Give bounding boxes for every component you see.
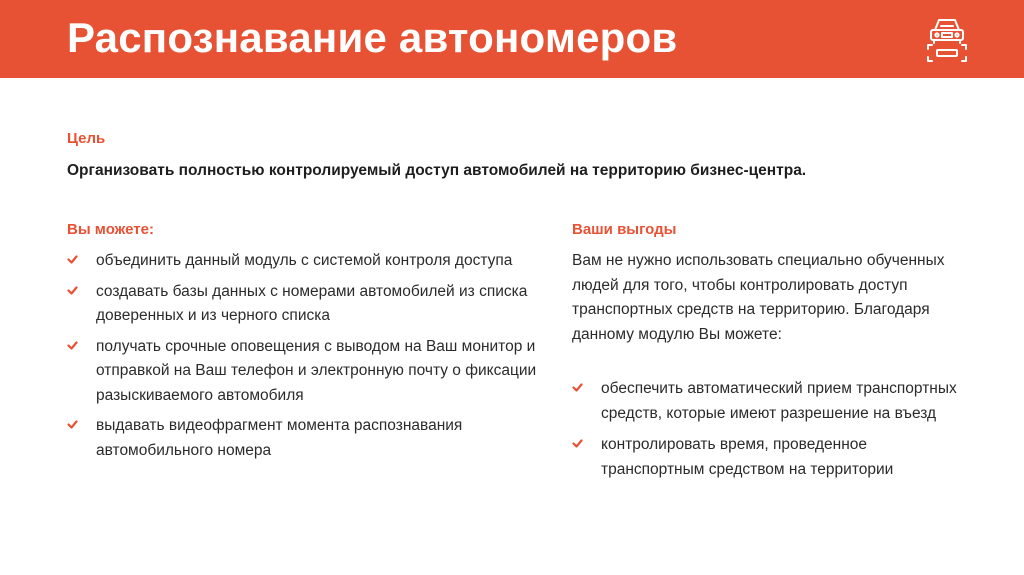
list-item (67, 249, 537, 274)
check-icon (572, 438, 583, 449)
list-item-text: контролировать время, проведенное транспортным средством на территории (601, 436, 894, 478)
you-can-heading: Вы можете: (67, 221, 154, 238)
check-icon (67, 340, 78, 351)
list-item (67, 280, 537, 329)
page-title: Распознавание автономеров (67, 14, 678, 61)
list-item-text: выдавать видеофрагмент момента распознавания автомобильного номера (96, 417, 463, 459)
goal-label: Цель (67, 130, 106, 147)
benefits-heading: Ваши выгоды (572, 221, 677, 238)
list-item-text: объединить данный модуль с системой контроля доступа (96, 252, 513, 269)
you-can-list (67, 249, 537, 469)
benefits-list (572, 377, 972, 489)
list-item (572, 377, 972, 426)
list-item-text: обеспечить автоматический прием транспортных средств, которые имеют разрешение на въезд (601, 380, 957, 422)
list-item-text: получать срочные оповещения с выводом на Ваш монитор и отправкой на Ваш телефон и электронную почту о фиксации разыскиваемого автомобиля (96, 337, 537, 404)
list-item (67, 335, 537, 409)
check-icon (67, 254, 78, 265)
check-icon (67, 419, 78, 430)
header-bar (0, 0, 1024, 78)
car-recognition-icon (924, 12, 970, 68)
benefits-paragraph: Вам не нужно использовать специально обученных людей для того, чтобы контролировать доступ транспортных средств на территорию. Благодаря данному модулю Вы можете: (572, 252, 945, 343)
list-item (572, 433, 972, 482)
check-icon (67, 285, 78, 296)
list-item (67, 414, 537, 463)
goal-text: Организовать полностью контролируемый доступ автомобилей на территорию бизнес-центра. (67, 162, 807, 179)
check-icon (572, 382, 583, 393)
list-item-text: создавать базы данных с номерами автомобилей из списка доверенных и из черного списка (96, 282, 528, 324)
